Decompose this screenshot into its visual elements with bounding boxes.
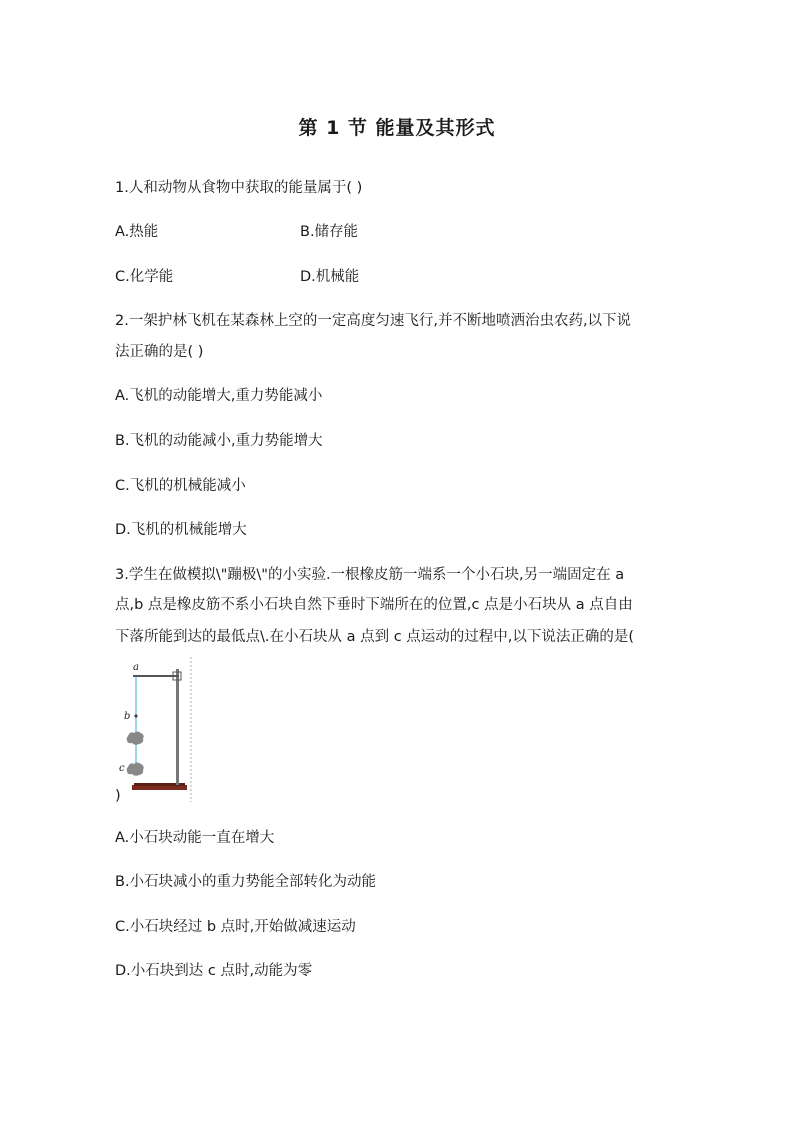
question-3-stem-line-1: 3.学生在做模拟\"蹦极\"的小实验.一根橡皮筋一端系一个小石块,另一端固定在 a [115, 567, 625, 583]
question-2-stem-line-1: 2.一架护林飞机在某森林上空的一定高度匀速飞行,并不断地喷洒治虫农药,以下说 [115, 313, 632, 329]
label-b: b [124, 711, 131, 722]
question-3-option-a: A.小石块动能一直在增大 [115, 830, 275, 846]
question-1-option-a: A.热能 [115, 224, 159, 240]
question-1-option-c: C.化学能 [115, 269, 174, 285]
label-a: a [133, 662, 139, 673]
page-title: 第 1 节 能量及其形式 [298, 117, 496, 139]
question-2-option-c: C.飞机的机械能减小 [115, 478, 246, 494]
question-1-option-d: D.机械能 [300, 269, 360, 285]
question-1-option-b: B.储存能 [300, 224, 359, 240]
question-2-stem-line-2: 法正确的是( ) [115, 344, 204, 360]
question-3-stem-line-3: 下落所能到达的最低点\.在小石块从 a 点到 c 点运动的过程中,以下说法正确的是( [115, 629, 635, 645]
question-3-option-c: C.小石块经过 b 点时,开始做减速运动 [115, 919, 356, 935]
question-3-close-paren: ) [115, 788, 121, 804]
question-3-option-b: B.小石块减小的重力势能全部转化为动能 [115, 874, 377, 890]
question-3-option-d: D.小石块到达 c 点时,动能为零 [115, 963, 313, 979]
stone-bottom [127, 763, 144, 776]
question-3-stem-line-2: 点,b 点是橡皮筋不系小石块自然下垂时下端所在的位置,c 点是小石块从 a 点自由 [115, 597, 633, 613]
stand-pole [176, 669, 179, 785]
point-b-marker [134, 714, 137, 717]
stand-arm [133, 675, 179, 677]
label-c: c [119, 763, 125, 774]
question-1-stem: 1.人和动物从食物中获取的能量属于( ) [115, 180, 363, 196]
bungee-apparatus-figure [115, 657, 197, 802]
stone-middle [127, 732, 144, 745]
question-2-option-d: D.飞机的机械能增大 [115, 522, 247, 538]
question-2-option-b: B.飞机的动能减小,重力势能增大 [115, 433, 323, 449]
question-2-option-a: A.飞机的动能增大,重力势能减小 [115, 388, 323, 404]
